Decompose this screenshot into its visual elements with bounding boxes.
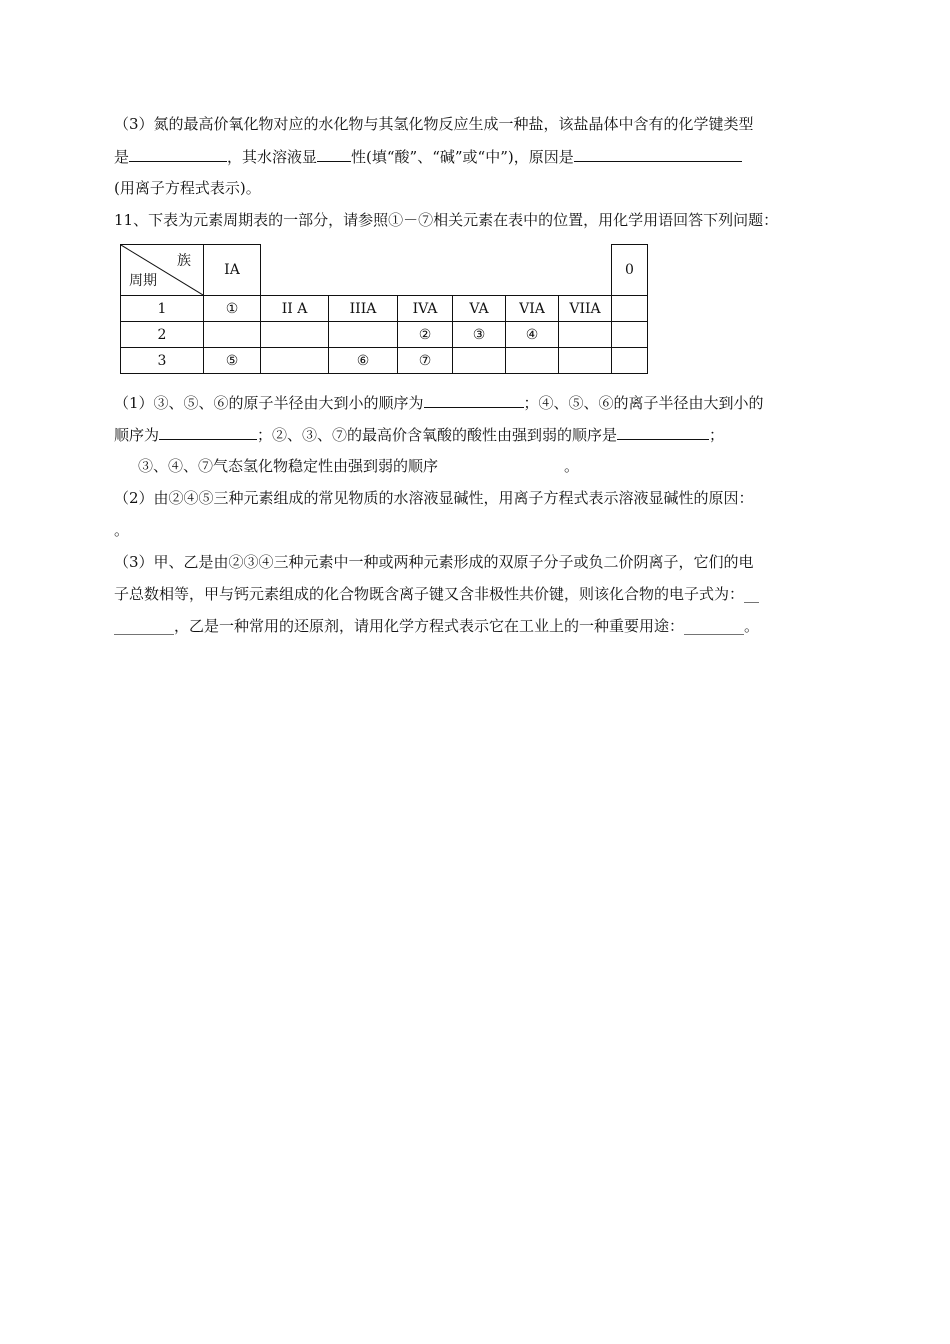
answer-blank-bond-type[interactable]: [129, 146, 227, 162]
row2-cell: [612, 322, 648, 348]
row3-period: 3: [121, 348, 204, 374]
q11-part1-line3: [138, 456, 579, 476]
row3-cell: ⑥: [329, 348, 398, 374]
text: 是: [114, 148, 130, 166]
text: 。: [564, 457, 580, 475]
row1-cell: VIIA: [559, 296, 612, 322]
row1-period: 1: [121, 296, 204, 322]
q11-part3-line2: [114, 584, 759, 604]
text: ；②、③、⑦的最高价含氧酸的酸性由强到弱的顺序是: [257, 426, 618, 444]
row1-cell: ①: [204, 296, 261, 322]
col-IA-header: IA: [204, 245, 261, 296]
text: 。: [744, 617, 760, 635]
row1-cell: IVA: [398, 296, 453, 322]
row3-cell: [506, 348, 559, 374]
row1-cell: VA: [453, 296, 506, 322]
q11-stem: 11、下表为元素周期表的一部分，请参照①－⑦相关元素在表中的位置，用化学用语回答下列问题：: [114, 211, 779, 229]
q11-part3-line3: [114, 616, 759, 636]
row3-cell: [559, 348, 612, 374]
periodic-table: [120, 244, 648, 374]
row1-cell: [612, 296, 648, 322]
answer-blank-electron-formula[interactable]: ________: [114, 617, 174, 635]
q11-part1-line2: [114, 424, 724, 445]
q11-part1-line1: [114, 392, 764, 413]
table-header-diagonal-cell: [121, 245, 204, 296]
row3-cell: ⑤: [204, 348, 261, 374]
q10-part3-line2: [114, 146, 742, 167]
row3-cell: ⑦: [398, 348, 453, 374]
text: 性(填“酸”、“碱”或“中”)，原因是: [351, 148, 574, 166]
row2-cell: ④: [506, 322, 559, 348]
table-top-gap: [261, 245, 612, 296]
row1-cell: IIIA: [329, 296, 398, 322]
q11-part2-line1: （2）由②④⑤三种元素组成的常见物质的水溶液显碱性，用离子方程式表示溶液显碱性的原因：: [114, 489, 754, 507]
row2-cell: ③: [453, 322, 506, 348]
text: ③、④、⑦气态氢化物稳定性由强到弱的顺序: [138, 457, 439, 475]
row2-cell: ②: [398, 322, 453, 348]
text: ；④、⑤、⑥的离子半径由大到小的: [523, 394, 764, 412]
text: 子总数相等，甲与钙元素组成的化合物既含离子键又含非极性共价键，则该化合物的电子式为：: [114, 585, 745, 603]
row2-cell: [261, 322, 329, 348]
row2-cell: [329, 322, 398, 348]
text: （1）③、⑤、⑥的原子半径由大到小的顺序为: [114, 394, 424, 412]
col-0-header: 0: [612, 245, 648, 296]
row3-cell: [453, 348, 506, 374]
answer-blank-acidity[interactable]: [317, 146, 351, 162]
q10-part3-line3: (用离子方程式表示)。: [114, 179, 261, 197]
answer-blank-acid-strength[interactable]: [617, 424, 709, 440]
answer-blank-ionic-radius[interactable]: [159, 424, 257, 440]
answer-blank-atomic-radius[interactable]: [424, 392, 524, 408]
text: 顺序为: [114, 426, 160, 444]
row1-cell: VIA: [506, 296, 559, 322]
text: ，乙是一种常用的还原剂，请用化学方程式表示它在工业上的一种重要用途：: [174, 617, 685, 635]
row2-period: 2: [121, 322, 204, 348]
text: ；: [709, 426, 725, 444]
text: ，其水溶液显: [227, 148, 318, 166]
q11-part3-line1: （3）甲、乙是由②③④三种元素中一种或两种元素形成的双原子分子或负二价阴离子，它们的电: [114, 553, 754, 571]
row3-cell: [261, 348, 329, 374]
header-period-label: 周期: [129, 273, 157, 289]
answer-blank-industrial-use[interactable]: ________: [684, 617, 745, 635]
row2-cell: [204, 322, 261, 348]
row2-cell: [559, 322, 612, 348]
answer-blank-electron-formula-start[interactable]: __: [744, 585, 760, 603]
answer-blank-reason[interactable]: [574, 146, 742, 162]
header-group-label: 族: [177, 253, 191, 269]
q11-part2-line2: 。: [114, 521, 130, 539]
row1-cell: II A: [261, 296, 329, 322]
q10-part3-line1: （3）氮的最高价氧化物对应的水化物与其氢化物反应生成一种盐，该盐晶体中含有的化学键类型: [114, 115, 754, 133]
row3-cell: [612, 348, 648, 374]
